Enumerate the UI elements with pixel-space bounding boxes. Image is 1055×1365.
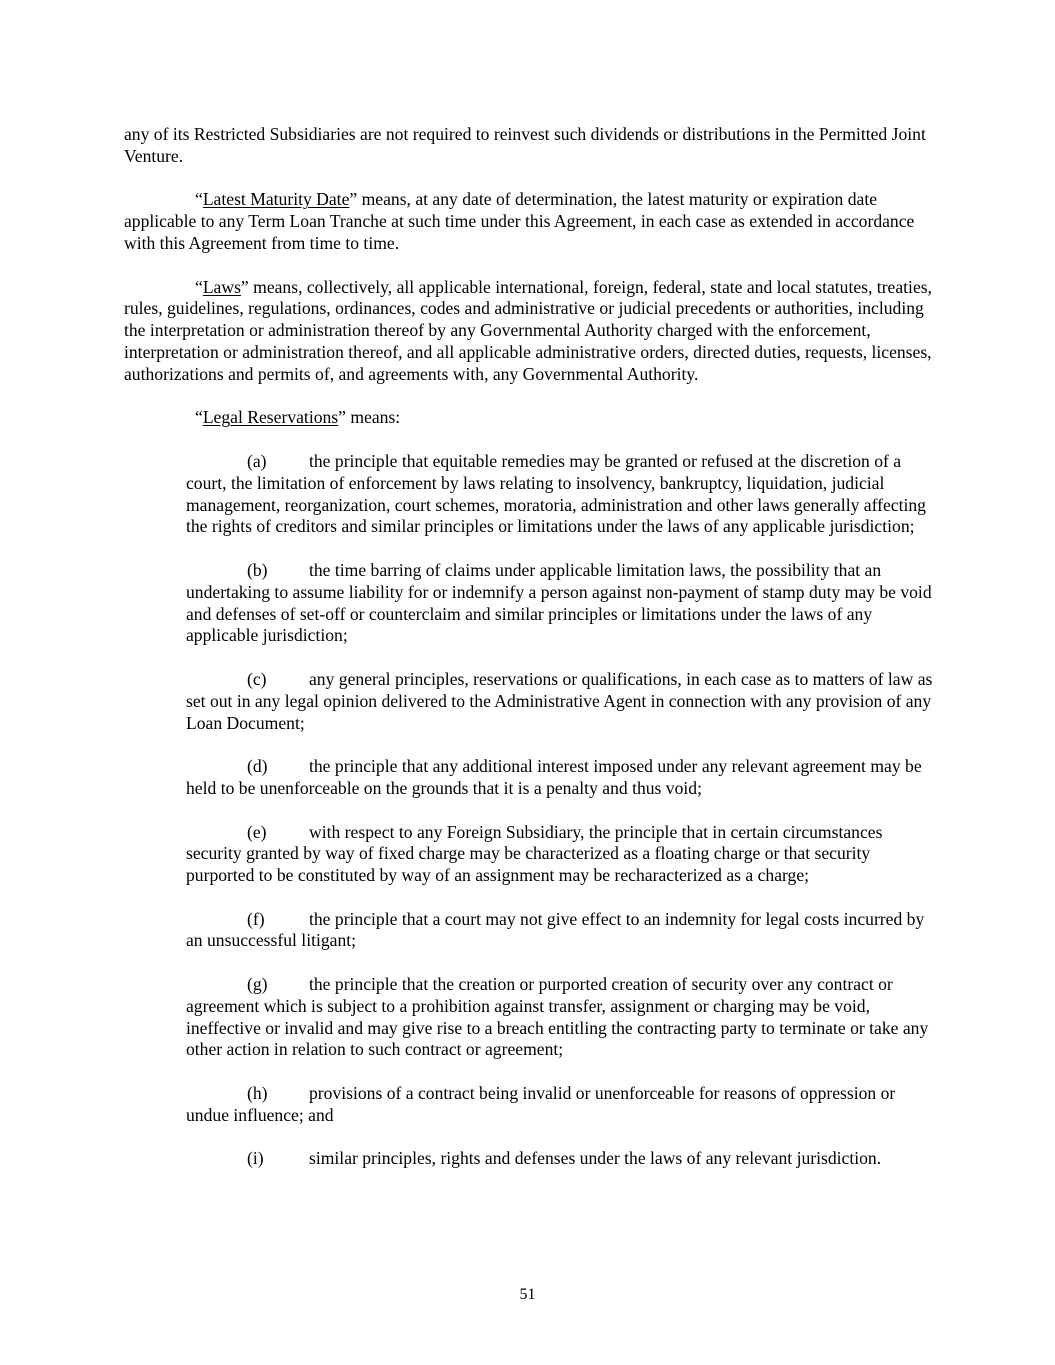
list-item-a: [186, 451, 934, 538]
item-text: the principle that the creation or purported creation of security over any contract or agreement which is subject to a prohibition against transfer, assignment or charging may be void, ineffective or invalid and may give rise to a breach entitling the contracting party to terminate or take any other action in relation to such contract or agreement;: [186, 974, 929, 1060]
definition-legal-reservations: [124, 407, 934, 429]
defined-term: Laws: [202, 276, 241, 297]
list-item-c: [186, 669, 934, 734]
list-item-f: [186, 909, 934, 953]
list-item-e: [186, 822, 934, 887]
item-text: the principle that a court may not give effect to an indemnity for legal costs incurred by an unsuccessful litigant;: [186, 908, 925, 951]
definition-laws: [124, 277, 934, 386]
item-text: provisions of a contract being invalid or unenforceable for reasons of oppression or undue influence; and: [186, 1083, 896, 1125]
item-text: any general principles, reservations or qualifications, in each case as to matters of law as set out in any legal opinion delivered to the Administrative Agent in connection with any provision of any Loan Document;: [186, 668, 933, 733]
item-label: (b): [247, 559, 268, 580]
item-label: (a): [247, 450, 267, 471]
list-item-i: [186, 1148, 934, 1170]
open-quote: “: [195, 276, 203, 297]
continuation-paragraph: any of its Restricted Subsidiaries are not required to reinvest such dividends or distributions in the Permitted Joint Venture.: [124, 124, 926, 166]
definition-text: ” means, collectively, all applicable international, foreign, federal, state and local statutes, treaties, rules, guidelines, regulations, ordinances, codes and administrative or judicial precedents or authorities, including the interpretation or administration thereof by any Governmental Authority charged with the enforcement, interpretation or administration thereof, and all applicable administrative orders, directed duties, requests, licenses, authorizations and permits of, and agreements with, any Governmental Authority.: [124, 276, 933, 384]
item-label: (f): [247, 908, 265, 929]
defined-term: Legal Reservations: [202, 407, 339, 428]
list-item-g: [186, 974, 934, 1061]
definition-text: ” means:: [338, 407, 401, 428]
list-item-b: [186, 560, 934, 647]
item-text: with respect to any Foreign Subsidiary, the principle that in certain circumstances security granted by way of fixed charge may be characterized as a floating charge or that security purported to be constituted by way of an assignment may be recharacterized as a charge;: [186, 821, 883, 886]
item-text: the principle that any additional interest imposed under any relevant agreement may be held to be unenforceable on the grounds that it is a penalty and thus void;: [186, 756, 922, 798]
open-quote: “: [195, 189, 203, 210]
list-item-h: [186, 1083, 934, 1127]
definition-text: ” means, at any date of determination, the latest maturity or expiration date applicable to any Term Loan Tranche at such time under this Agreement, in each case as extended in accordance with this Agreement from time to time.: [124, 189, 915, 253]
item-label: (h): [247, 1083, 268, 1104]
list-item-d: [186, 756, 934, 800]
item-text: similar principles, rights and defenses under the laws of any relevant jurisdiction.: [309, 1148, 882, 1169]
item-label: (g): [247, 974, 268, 995]
definition-latest-maturity-date: [124, 189, 934, 254]
item-label: (e): [247, 821, 267, 842]
item-label: (c): [247, 668, 267, 689]
page-number: 51: [519, 1286, 536, 1303]
item-label: (i): [247, 1148, 264, 1169]
item-label: (d): [247, 756, 268, 777]
defined-term: Latest Maturity Date: [202, 189, 350, 210]
item-text: the time barring of claims under applicable limitation laws, the possibility that an undertaking to assume liability for or indemnify a person against non-payment of stamp duty may be void and defenses of set-off or counterclaim and similar principles or limitations under the laws of any applicable jurisdiction;: [186, 559, 932, 646]
open-quote: “: [195, 407, 203, 428]
document-page: [124, 124, 934, 1192]
item-text: the principle that equitable remedies may be granted or refused at the discretion of a court, the limitation of enforcement by laws relating to insolvency, bankruptcy, liquidation, judicial management, reorganization, court schemes, moratoria, administration and other laws generally affecting the rights of creditors and similar principles or limitations under the laws of any applicable jurisdiction;: [186, 450, 926, 537]
